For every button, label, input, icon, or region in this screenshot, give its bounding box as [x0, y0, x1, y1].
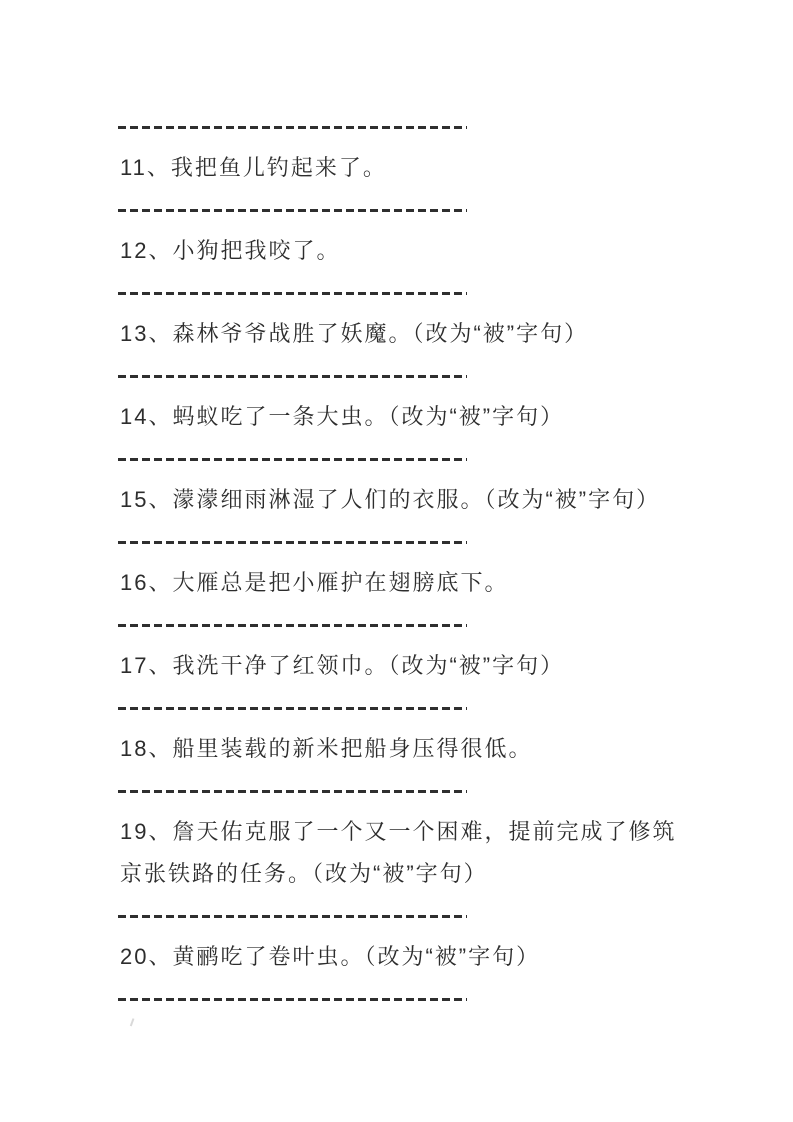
- answer-blank-line: [118, 790, 467, 793]
- scan-artifact-mark: [130, 1018, 138, 1028]
- worksheet-content: [118, 0, 682, 1001]
- exercise-sentence-17: 17、我洗干净了红领巾。（改为“被”字句）: [120, 653, 565, 678]
- exercise-sentence-19: 19、詹天佑克服了一个又一个困难，提前完成了修筑京张铁路的任务。（改为“被”字句）: [120, 819, 677, 886]
- answer-blank-line: [118, 707, 467, 710]
- answer-blank-line: [118, 209, 467, 212]
- answer-blank-line: [118, 998, 467, 1001]
- answer-blank-line: [118, 458, 467, 461]
- answer-blank-line: [118, 375, 467, 378]
- answer-blank-line: [118, 541, 467, 544]
- answer-blank-line: [118, 126, 467, 129]
- answer-blank-line: [118, 624, 467, 627]
- exercise-sentence-20: 20、黄鹂吃了卷叶虫。（改为“被”字句）: [120, 944, 541, 969]
- exercise-sentence-13: 13、森林爷爷战胜了妖魔。（改为“被”字句）: [120, 321, 589, 346]
- answer-blank-line: [118, 915, 467, 918]
- exercise-sentence-16: 16、大雁总是把小雁护在翅膀底下。: [120, 570, 509, 595]
- answer-blank-line: [118, 292, 467, 295]
- exercise-sentence-12: 12、小狗把我咬了。: [120, 238, 341, 263]
- exercise-sentence-14: 14、蚂蚁吃了一条大虫。（改为“被”字句）: [120, 404, 565, 429]
- exercise-sentence-11: 11、我把鱼儿钓起来了。: [120, 155, 387, 180]
- exercise-sentence-15: 15、濛濛细雨淋湿了人们的衣服。（改为“被”字句）: [120, 487, 661, 512]
- exercise-sentence-18: 18、船里装载的新米把船身压得很低。: [120, 736, 533, 761]
